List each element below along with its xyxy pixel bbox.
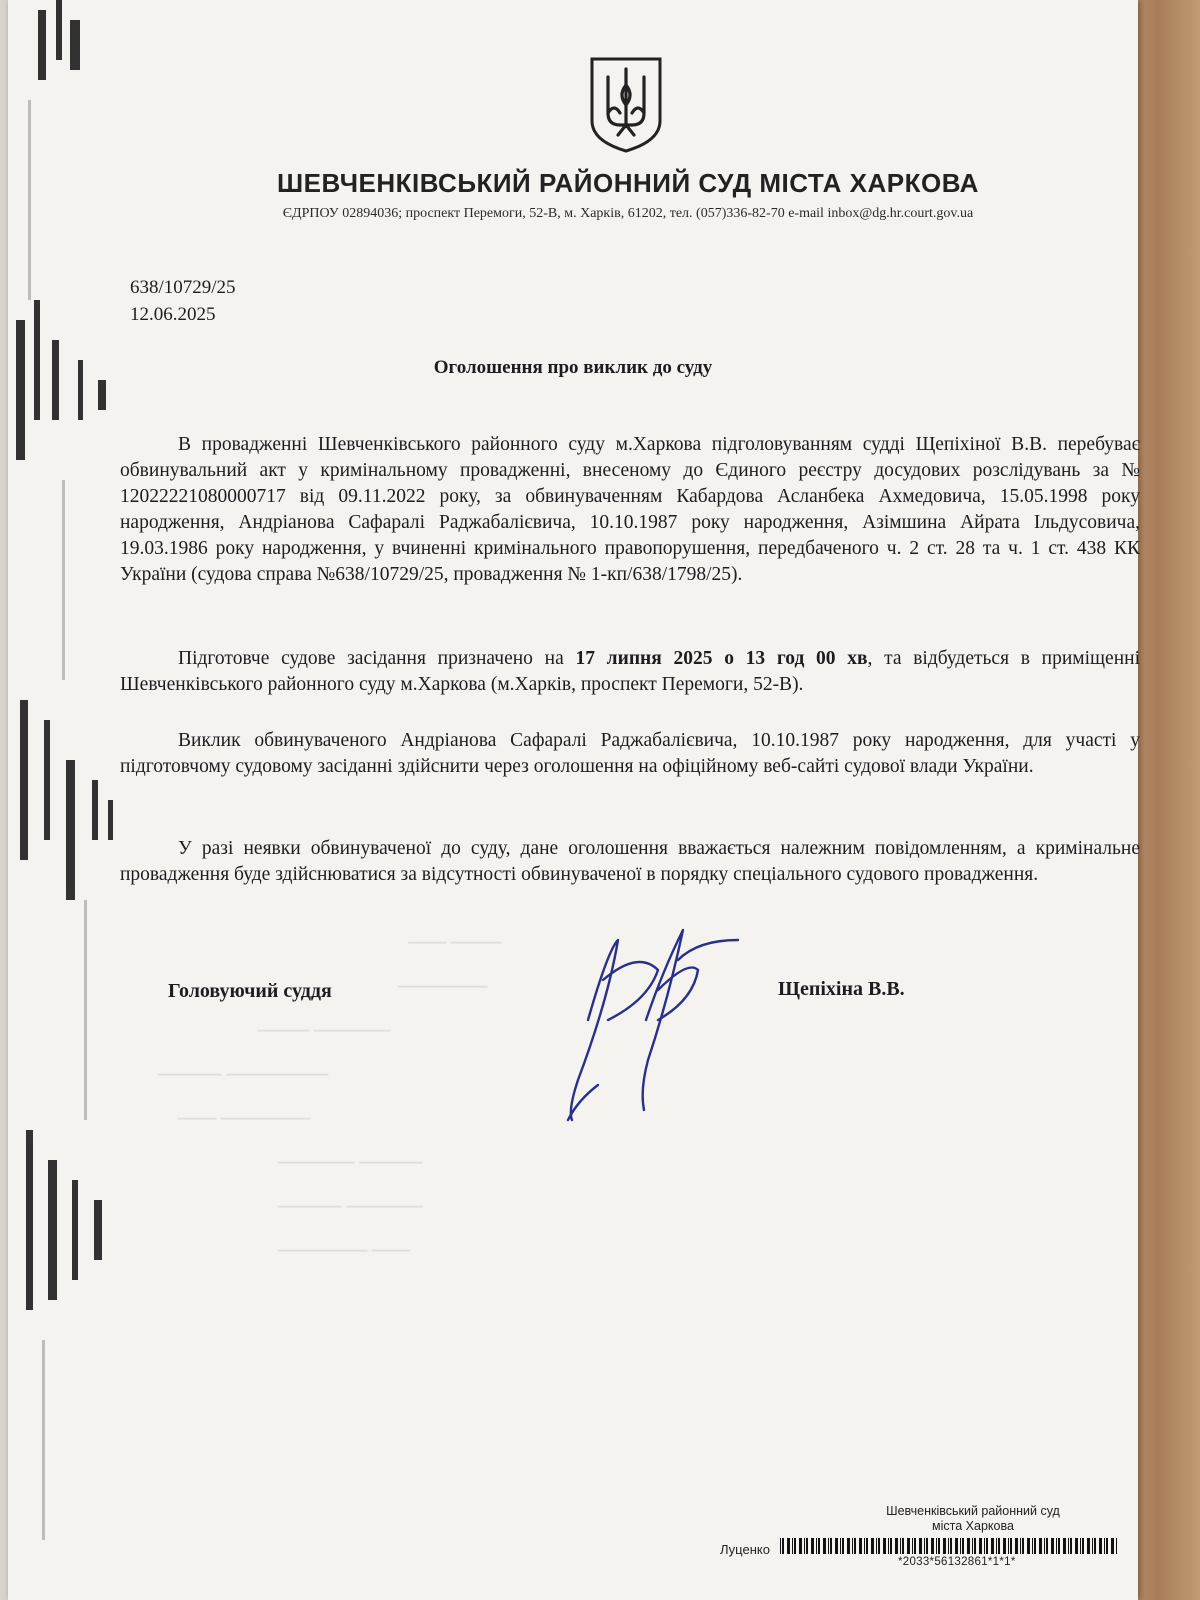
bleed-through-text: ─── ──── ─────── ──── ────── ───── ──────── ─── ─────── ────── ───── ───── ────── ─────── ─── [158, 932, 502, 1260]
paragraph-hearing-date [120, 646, 1140, 698]
trident-coat-of-arms-icon [588, 55, 664, 155]
clerk-name: Луценко [720, 1542, 770, 1557]
judge-name: Щепіхіна В.В. [778, 978, 905, 1000]
table-surface [1130, 0, 1200, 1600]
paragraph-summons: Виклик обвинуваченого Андріанова Сафаралі Раджабалієвича, 10.10.1987 року народження, для участі у підготовчому судовому засіданні здійснити через оголошення на офіційному веб-сайті судової влади України. [120, 730, 1140, 777]
court-name: ШЕВЧЕНКІВСЬКИЙ РАЙОННИЙ СУД МІСТА ХАРКОВА [277, 168, 979, 198]
court-contacts: ЄДРПОУ 02894036; проспект Перемоги, 52-В, м. Харків, 61202, тел. (057)336-82-70 e-mail inbox@dg.hr.court.gov.ua [282, 206, 974, 221]
presiding-judge-label: Головуючий суддя [168, 980, 332, 1002]
barcode-number: *2033*56132861*1*1* [898, 1556, 1016, 1568]
case-date: 12.06.2025 [130, 304, 216, 325]
case-reference [130, 274, 236, 328]
stamp-court-line1: Шевченківський районний суд [886, 1504, 1060, 1518]
hearing-datetime: 17 липня 2025 о 13 год 00 хв [575, 648, 868, 669]
case-number: 638/10729/25 [130, 277, 236, 298]
stamp-court-name [878, 1504, 1068, 1534]
hearing-text-after: , та відбудеться в приміщенні Шевченківського районного суду м.Харкова (м.Харків, проспект Перемоги, 52-В). [120, 648, 1140, 695]
handwritten-signature [548, 910, 748, 1140]
paragraph-proceedings: В провадженні Шевченківського районного суду м.Харкова підголовуванням судді Щепіхіної В.В. перебуває обвинувальний акт у кримінальному провадженні, внесеному до Єдиного реєстру досудових розслідувань за № 12022221080000717 від 09.11.2022 року, за обвинуваченням Кабардова Асланбека Ахмедовича, 15.05.1998 року народження, Андріанова Сафаралі Раджабалієвича, 10.10.1987 року народження, Азімшина Айрата Ільдусовича, 19.03.1986 року народження, у вчиненні кримінального правопорушення, передбаченого ч. 2 ст. 28 та ч. 1 ст. 438 КК України (судова справа №638/10729/25, провадження № 1-кп/638/1798/25). [120, 434, 1140, 585]
document-page [8, 0, 1138, 1600]
hearing-text-before: Підготовче судове засідання призначено на [178, 648, 576, 669]
document-title: Оголошення про виклик до суду [433, 357, 713, 378]
stamp-court-line2: міста Харкова [932, 1519, 1014, 1533]
paragraph-absence-notice: У разі неявки обвинуваченої до суду, дане оголошення вважається належним повідомленням, а кримінальне провадження буде здійснюватися за відсутності обвинуваченої в порядку спеціального судового провадження. [120, 838, 1140, 885]
scan-streaks [8, 0, 118, 1600]
